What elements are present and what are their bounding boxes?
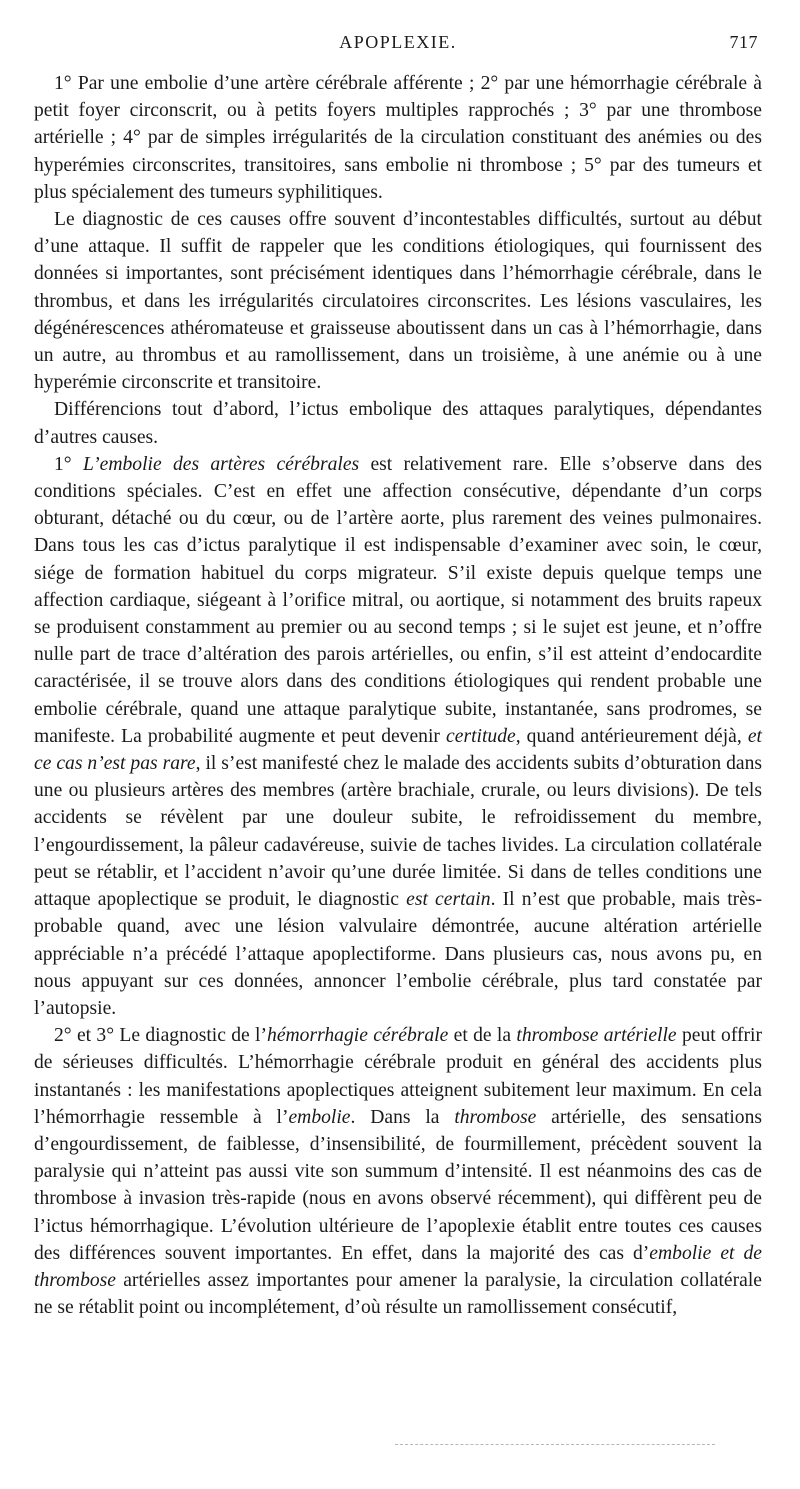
text-run: , il s’est manifesté chez le malade des accidents subits d’obturation dans une ou plusieurs artères des membres (artère brachiale, crurale, ou leurs divisions). De tels accidents se révèlent par une douleur subite, le refroidissement du membre, l’engourdissement, la pâleur cadavéreuse, suivie de taches livides. La circulation collatérale peut se rétablir, et l’accident n’avoir qu’une durée limitée. Si dans de telles conditions une attaque apoplectique se produit, le diagnostic xyxy=(34,753,762,911)
text-run: artérielles assez importantes pour amener la paralysie, la circulation collatérale ne se rétablit point ou incomplétement, d’où résulte un ramollissement consécutif, xyxy=(34,1269,762,1319)
text-run: 1° Par une embolie d’une artère cérébrale afférente ; 2° par une hémorrhagie cérébrale à petit foyer circonscrit, ou à petits foyers multiples rapprochés ; 3° par une thrombose artérielle ; 4° par de simples irrégularités de la circulation constituant des anémies ou des hyperémies circonscrites, transitoires, sans embolie ni thrombose ; 5° par des tumeurs et plus spécialement des tumeurs syphilitiques. xyxy=(34,73,762,203)
paragraph xyxy=(34,1022,762,1321)
paragraph xyxy=(34,451,762,1022)
text-run: est relativement rare. Elle s’observe dans des conditions spéciales. C’est en effet une affection consécutive, dépendante d’un corps obturant, détaché ou du cœur, ou de l’artère aorte, plus rarement des veines pulmonaires. Dans tous les cas d’ictus paralytique il est indispensable d’examiner avec soin, le cœur, siége de formation habituel du corps migrateur. S’il existe depuis quelque temps une affection cardiaque, siégeant à l’orifice mitral, ou aortique, si notamment des bruits rapeux se produisent constamment au premier ou au second temps ; si le sujet est jeune, et n’offre nulle part de trace d’altération des parois artérielles, ou enfin, s’il est atteint d’endocardite caractérisée, il se trouve alors dans des conditions étiologiques qui rendent probable une embolie cérébrale, quand une attaque paralytique subite, instantanée, sans prodromes, se manifeste. La probabilité augmente et peut devenir xyxy=(34,453,762,747)
text-run: , quand antérieurement déjà, xyxy=(515,725,748,747)
text-run: peut offrir de sérieuses difficultés. L’hémorrhagie cérébrale produit en général des accidents plus instantanés : les manifestations apoplectiques atteignent subitement leur maximum. En cela l’hémorrhagie ressemble à l’ xyxy=(34,1025,763,1128)
text-run: Différencions tout d’abord, l’ictus embolique des attaques paralytiques, dépendantes d’autres causes. xyxy=(34,399,762,448)
paragraph xyxy=(34,206,762,396)
body-text xyxy=(34,70,762,1321)
italic-text: et ce cas n’est pas rare xyxy=(34,725,762,775)
italic-text: certitude xyxy=(446,725,516,747)
page-number: 717 xyxy=(729,32,758,52)
italic-text: embolie xyxy=(288,1106,351,1128)
italic-text: thrombose xyxy=(454,1106,537,1128)
italic-text: hémorrhagie cérébrale xyxy=(267,1025,449,1047)
italic-text: L’embolie des artères cérébrales xyxy=(82,453,360,475)
text-run: . Il n’est que probable, mais très-probable quand, avec une lésion valvulaire démontrée, aucune altération artérielle appréciable n’a précédé l’attaque apoplectiforme. Dans plusieurs cas, nous avons pu, en nous appuyant sur ces données, annoncer l’embolie cérébrale, plus tard constatée par l’autopsie. xyxy=(34,889,763,1019)
text-run: 2° et 3° Le diagnostic de l’ xyxy=(54,1025,268,1047)
italic-text: embolie et de thrombose xyxy=(34,1242,762,1291)
paragraph xyxy=(34,70,762,206)
text-run: et de la xyxy=(448,1025,517,1047)
book-page xyxy=(34,28,762,1321)
italic-text: est certain xyxy=(406,889,491,911)
text-run: . Dans la xyxy=(350,1106,455,1128)
italic-text: thrombose artérielle xyxy=(516,1025,677,1047)
chapter-title: APOPLEXIE. xyxy=(339,32,457,52)
text-run: 1° xyxy=(54,453,83,475)
text-run: artérielle, des sensations d’engourdissement, de faiblesse, d’insensibilité, de fourmillement, précèdent souvent la paralysie qui n’atteint pas aussi vite son summum d’intensité. Il est néanmoins des cas de thrombose à invasion très-rapide (nous en avons observé récemment), qui diffèrent peu de l’ictus hémorrhagique. L’évolution ultérieure de l’apoplexie établit entre toutes ces causes des différences souvent importantes. En effet, dans la majorité des cas d’ xyxy=(34,1106,762,1264)
text-run: Le diagnostic de ces causes offre souvent d’incontestables difficultés, surtout au début d’une attaque. Il suffit de rappeler que les conditions étiologiques, qui fournissent des données si importantes, sont précisément identiques dans l’hémorrhagie cérébrale, dans le thrombus, et dans les irrégularités circulatoires circonscrites. Les lésions vasculaires, les dégénérescences athéromateuse et graisseuse aboutissent dans un cas à l’hémorrhagie, dans un autre, au thrombus et au ramollissement, dans un troisième, à une anémie ou à une hyperémie circonscrite et transitoire. xyxy=(34,209,762,394)
page-bottom-rule xyxy=(395,1444,715,1451)
running-header xyxy=(34,28,762,58)
paragraph xyxy=(34,396,762,450)
